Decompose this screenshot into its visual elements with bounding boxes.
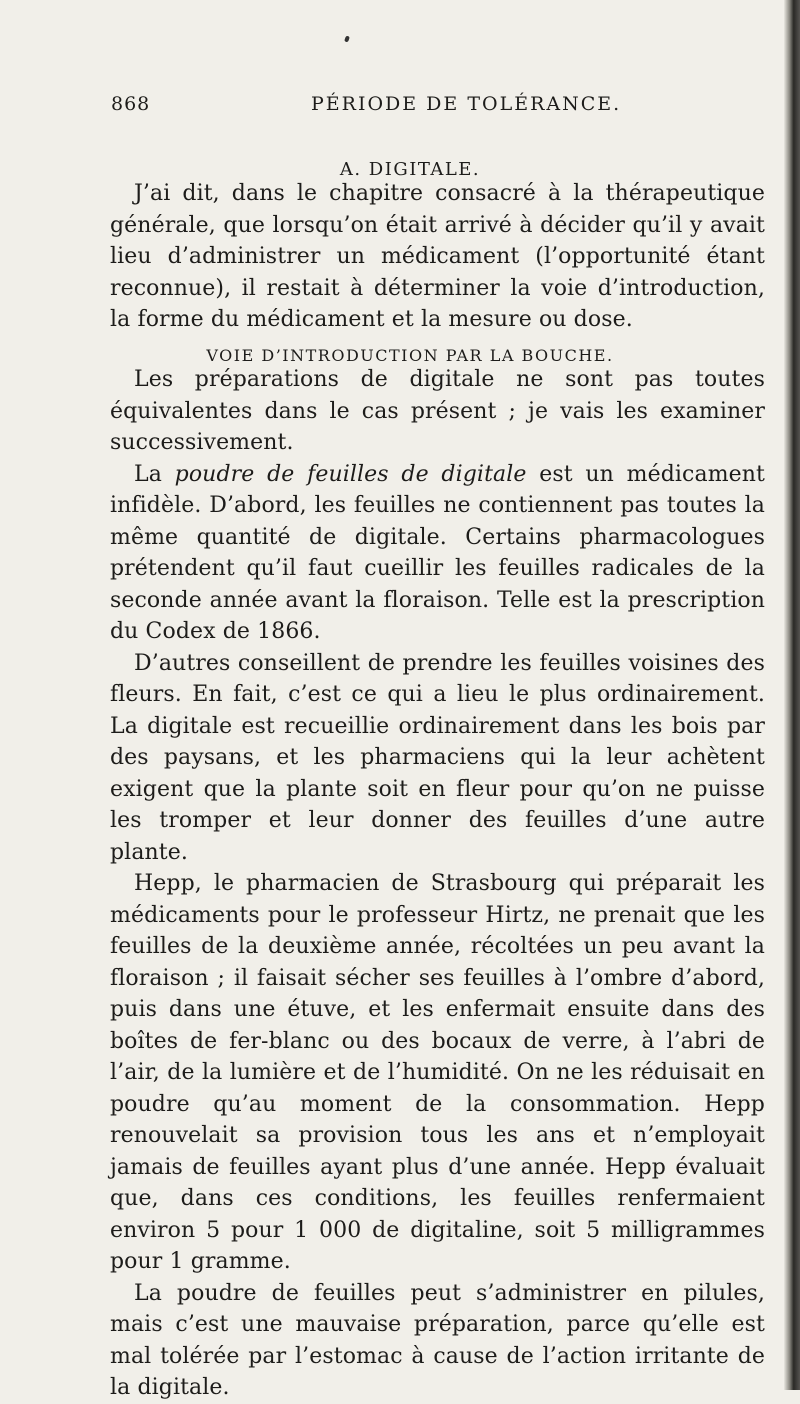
page-number: 868 bbox=[111, 93, 151, 115]
intro-block bbox=[110, 178, 765, 336]
body-block bbox=[110, 364, 765, 1404]
paragraph-2 bbox=[110, 459, 765, 648]
paragraph-2-prefix: La bbox=[134, 461, 175, 487]
subheading: VOIE D’INTRODUCTION PAR LA BOUCHE. bbox=[206, 346, 614, 365]
ink-speck bbox=[344, 35, 350, 42]
paragraph-1: Les préparations de digitale ne sont pas toutes équivalentes dans le cas présent ; je vais les examiner successivement. bbox=[110, 367, 765, 455]
running-head bbox=[0, 93, 800, 123]
paragraph-2-italic: poudre de feuilles de digitale bbox=[174, 461, 527, 487]
page-edge-shadow bbox=[784, 0, 800, 1390]
paragraph-5: La poudre de feuilles peut s’administrer en pilules, mais c’est une mauvaise préparation, parce qu’elle est mal tolérée par l’estomac à cause de l’action irritante de la digitale. bbox=[110, 1280, 765, 1400]
section-title: A. DIGITALE. bbox=[339, 159, 481, 180]
paragraph-4: Hepp, le pharmacien de Strasbourg qui préparait les médicaments pour le professeur Hirtz, ne prenait que les feuilles de la deuxième année, récoltées un peu avant la floraison ; il faisait sécher ses feuilles à l’ombre d’abord, puis dans une étuve, et les enfermait ensuite dans des boîtes de fer-blanc ou des bocaux de verre, à l’abri de l’air, de la lumière et de l’humidité. On ne les réduisait en poudre qu’au moment de la consommation. Hepp renouvelait sa provision tous les ans et n’employait jamais de feuilles ayant plus d’une année. Hepp évaluait que, dans ces conditions, les feuilles renfermaient environ 5 pour 1 000 de digitaline, soit 5 milligrammes pour 1 gramme. bbox=[110, 871, 765, 1274]
intro-paragraph: J’ai dit, dans le chapitre consacré à la thérapeutique générale, que lorsqu’on était arrivé à décider qu’il y avait lieu d’administrer un médicament (l’opportunité étant reconnue), il restait à déterminer la voie d’introduction, la forme du médicament et la mesure ou dose. bbox=[110, 181, 765, 332]
running-title: PÉRIODE DE TOLÉRANCE. bbox=[311, 93, 622, 115]
paragraph-2-suffix: est un médicament infidèle. D’abord, les feuilles ne contiennent pas toutes la même quantité de digitale. Certains pharmacologues prétendent qu’il faut cueillir les feuilles radicales de la seconde année avant la floraison. Telle est la prescription du Codex de 1866. bbox=[110, 461, 765, 644]
paragraph-3: D’autres conseillent de prendre les feuilles voisines des fleurs. En fait, c’est ce qui a lieu le plus ordinairement. La digitale est recueillie ordinairement dans les bois par des paysans, et les pharmaciens qui la leur achètent exigent que la plante soit en fleur pour qu’on ne puisse les tromper et leur donner des feuilles d’une autre plante. bbox=[110, 650, 765, 865]
